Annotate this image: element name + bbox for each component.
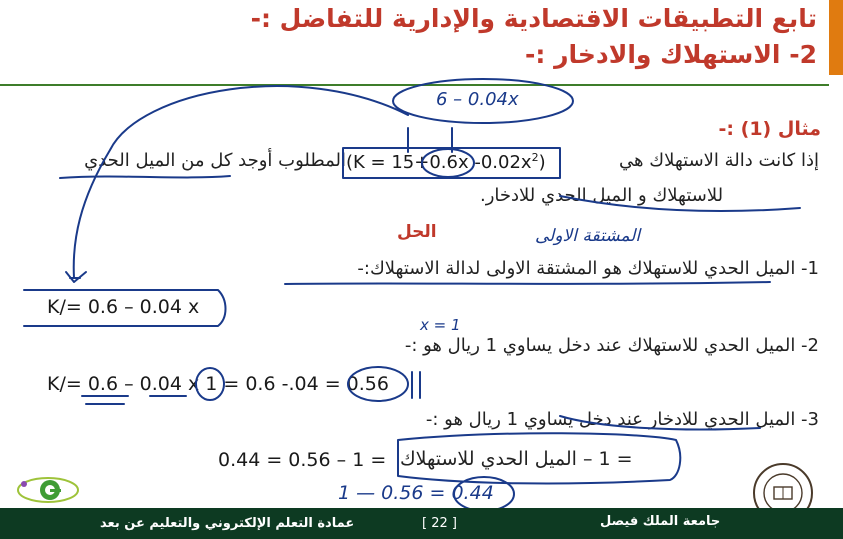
handwritten-x-equals-1: x = 1 [420, 316, 461, 334]
ink-underline-step1 [285, 282, 770, 284]
ink-arrow-left [74, 86, 408, 278]
handwritten-arabic-note: المشتقة الاولى [535, 226, 641, 246]
ink-underline-problem-1 [60, 176, 230, 178]
handwritten-bottom-calc: 1 — 0.56 = 0.44 [338, 482, 494, 504]
slide-title: تابع التطبيقات الاقتصادية والإدارية للتفاضل :- [250, 4, 817, 33]
ink-arrow-head [66, 272, 86, 282]
step1-text: 1- الميل الحدي للاستهلاك هو المشتقة الاولى لدالة الاستهلاك:- [357, 258, 819, 279]
derivative-formula: K/= 0.6 – 0.04 x [47, 296, 200, 318]
handwritten-derivative-note: 6 – 0.04x [436, 89, 519, 110]
title-accent-bar [829, 0, 843, 75]
footer-page-number: [ 22 ] [422, 516, 457, 531]
step2-text: 2- الميل الحدي للاستهلاك عند دخل يساوي 1 ريال هو :- [404, 335, 819, 356]
title-divider [0, 84, 829, 86]
example-heading: مثال (1) :- [718, 118, 821, 140]
ink-underline-calc2-a [82, 396, 128, 404]
step3-text: 3- الميل الحدي للادخار عند دخل يساوي 1 ريال هو :- [425, 409, 819, 430]
step2-calculation: K/= 0.6 – 0.04 x 1 = 0.6 -.04 = 0.56 [47, 373, 389, 395]
problem-line2: للاستهلاك و الميل الحدي للادخار. [480, 185, 724, 206]
step3-calc-numbers: 0.44 = 0.56 – 1 = [218, 449, 387, 471]
slide-subtitle: 2- الاستهلاك والادخار :- [525, 40, 817, 69]
ink-mark-after-0.56 [412, 372, 420, 398]
problem-line1-tail: المطلوب أوجد كل من الميل الحدي [84, 150, 346, 171]
elearning-logo [14, 470, 84, 510]
step3-calc-arabic: = 1 – الميل الحدي للاستهلاك [400, 448, 633, 470]
problem-line1-arabic: إذا كانت دالة الاستهلاك هي [619, 150, 819, 171]
problem-formula: (K = 15+0.6x $-0.02x^2$) [346, 151, 546, 173]
footer-university: جامعة الملك فيصل [600, 514, 721, 529]
footer-deanship: عمادة التعلم الإلكتروني والتعليم عن بعد [100, 516, 355, 531]
solution-label: الحل [397, 222, 437, 242]
